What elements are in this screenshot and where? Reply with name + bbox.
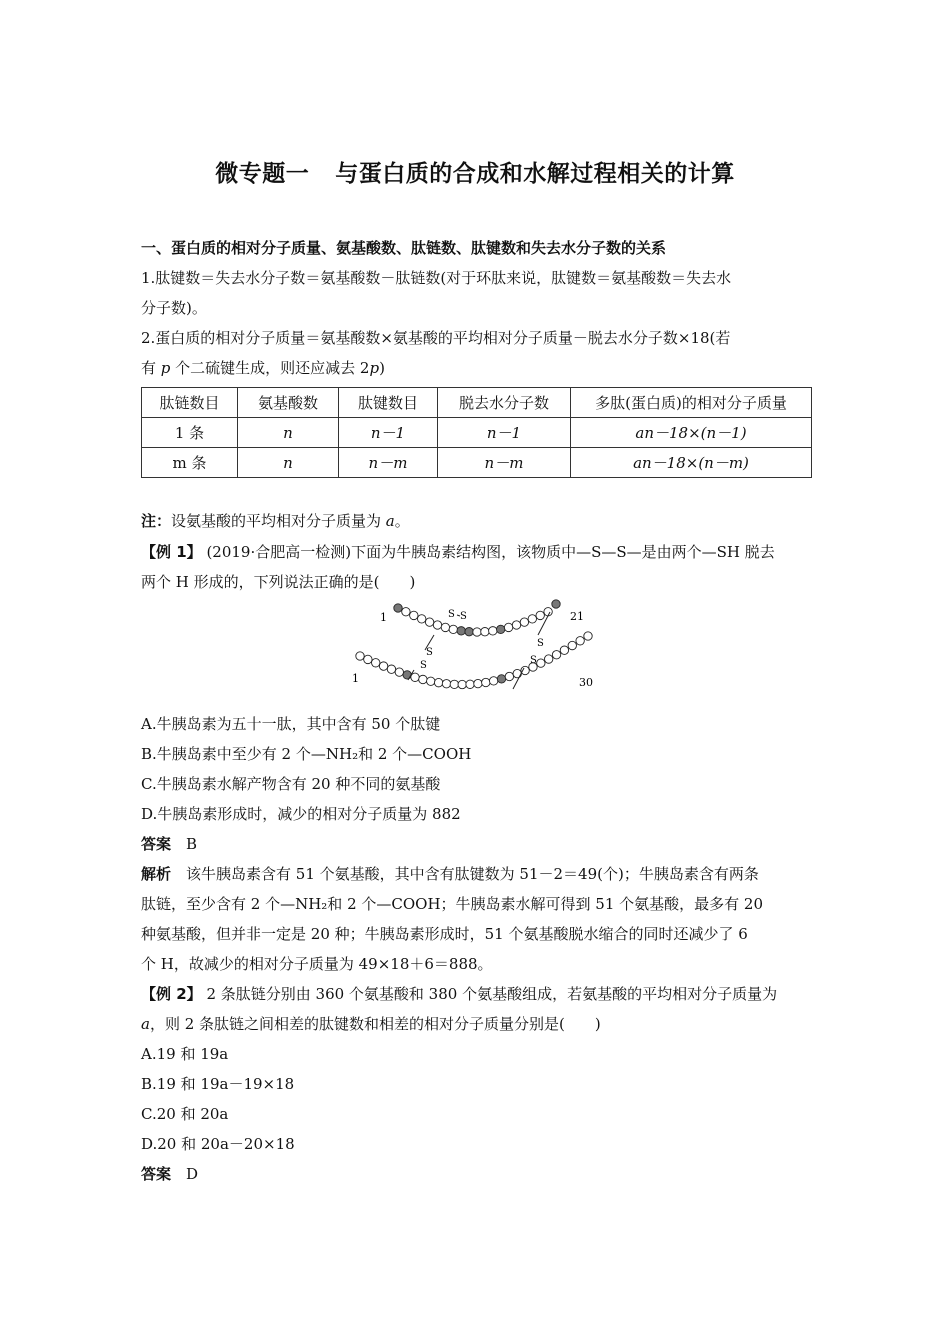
amino-acid-bead: [481, 628, 489, 636]
relation-table: [141, 387, 812, 478]
amino-acid-bead: [512, 621, 520, 629]
table-header: 多肽(蛋白质)的相对分子质量: [571, 388, 812, 418]
amino-acid-bead: [466, 680, 474, 688]
chain-b-start-label: 1: [352, 672, 359, 685]
amino-acid-bead: [402, 608, 410, 616]
paragraph-1-line-2: 分子数)。: [141, 299, 207, 317]
table-cell: n: [238, 448, 339, 478]
answer: 答案 D: [141, 1165, 199, 1183]
sulfur-label: S: [426, 647, 433, 658]
option-d: D.20 和 20a－20×18: [141, 1135, 295, 1153]
amino-acid-bead: [410, 611, 418, 619]
amino-acid-bead: [425, 618, 433, 626]
answer: 答案 B: [141, 835, 198, 853]
amino-acid-bead: [356, 652, 364, 660]
analysis-line: 个 H，故减少的相对分子质量为 49×18＋6＝888。: [141, 955, 493, 973]
amino-acid-bead: [536, 611, 544, 619]
amino-acid-bead: [433, 621, 441, 629]
insulin-structure-diagram: [350, 598, 610, 700]
table-cell: n－1: [339, 418, 438, 448]
section-1: [141, 233, 811, 383]
amino-acid-bead: [418, 615, 426, 623]
amino-acid-bead: [552, 651, 560, 659]
title-part-1: 微专题一: [215, 161, 310, 187]
option-c: C.牛胰岛素水解产物含有 20 种不同的氨基酸: [141, 775, 441, 793]
amino-acid-bead: [419, 675, 427, 683]
amino-acid-bead: [458, 680, 466, 688]
table-cell: n－1: [438, 418, 571, 448]
table-cell: an－18×(n－1): [571, 418, 812, 448]
section-heading: 一、蛋白质的相对分子质量、氨基酸数、肽链数、肽键数和失去水分子数的关系: [141, 239, 667, 257]
chain-b-end-label: 30: [579, 676, 593, 689]
option-b: B.牛胰岛素中至少有 2 个—NH₂和 2 个—COOH: [141, 745, 472, 763]
table-header: 肽键数目: [339, 388, 438, 418]
insulin-chain-a: [394, 600, 560, 636]
amino-acid-bead: [465, 628, 473, 636]
amino-acid-bead: [434, 678, 442, 686]
amino-acid-bead: [528, 615, 536, 623]
amino-acid-bead: [504, 623, 512, 631]
table-cell: n－m: [339, 448, 438, 478]
paragraph-2-line-1: 2.蛋白质的相对分子质量＝氨基酸数×氨基酸的平均相对分子质量－脱去水分子数×18(若: [141, 329, 731, 347]
amino-acid-bead: [427, 677, 435, 685]
amino-acid-bead: [442, 680, 450, 688]
amino-acid-bead: [513, 669, 521, 677]
table-header: 肽链数目: [142, 388, 238, 418]
amino-acid-bead: [576, 637, 584, 645]
amino-acid-bead: [473, 628, 481, 636]
sulfur-label: S: [460, 611, 467, 622]
sulfur-label: S: [420, 660, 427, 671]
paragraph-1-line-1: 1.肽键数＝失去水分子数＝氨基酸数－肽链数(对于环肽来说，肽键数＝氨基酸数＝失去水: [141, 269, 732, 287]
amino-acid-bead: [584, 632, 592, 640]
amino-acid-bead: [387, 665, 395, 673]
amino-acid-bead: [560, 646, 568, 654]
analysis-line: 解析 该牛胰岛素含有 51 个氨基酸，其中含有肽键数为 51－2＝49(个)；牛胰岛素含有两条: [141, 865, 759, 883]
chain-a-start-label: 1: [380, 611, 387, 624]
table-cell: n: [238, 418, 339, 448]
amino-acid-bead: [394, 604, 402, 612]
amino-acid-bead: [441, 623, 449, 631]
chain-a-end-label: 21: [570, 610, 584, 623]
sulfur-label: S: [537, 638, 544, 649]
analysis-line: 种氨基酸，但并非一定是 20 种；牛胰岛素形成时，51 个氨基酸脱水缩合的同时还减少了 6: [141, 925, 748, 943]
example-2-line-2: a，则 2 条肽链之间相差的肽键数和相差的相对分子质量分别是( ): [141, 1015, 601, 1033]
note: 注：设氨基酸的平均相对分子质量为 a。: [141, 512, 410, 530]
option-d: D.牛胰岛素形成时，减少的相对分子质量为 882: [141, 805, 461, 823]
table-cell: an－18×(n－m): [571, 448, 812, 478]
amino-acid-bead: [411, 673, 419, 681]
table-header-row: [142, 388, 812, 418]
sulfur-label: S: [530, 655, 537, 666]
example-tag: 【例 1】: [141, 543, 202, 561]
amino-acid-bead: [497, 675, 505, 683]
amino-acid-bead: [372, 659, 380, 667]
table-cell: m 条: [142, 448, 238, 478]
amino-acid-bead: [552, 600, 560, 608]
amino-acid-bead: [379, 662, 387, 670]
example-1-options: [141, 709, 811, 1189]
amino-acid-bead: [505, 672, 513, 680]
amino-acid-bead: [457, 627, 465, 635]
table-header: 脱去水分子数: [438, 388, 571, 418]
amino-acid-bead: [449, 625, 457, 633]
amino-acid-bead: [497, 625, 505, 633]
example-1-stem: 【例 1】 (2019·合肥高一检测)下面为牛胰岛素结构图，该物质中—S—S—是由两个—SH 脱去 两个 H 形成的，下列说法正确的是( ): [141, 543, 775, 591]
table-row: [142, 448, 812, 478]
amino-acid-bead: [482, 678, 490, 686]
amino-acid-bead: [450, 680, 458, 688]
table-row: [142, 418, 812, 448]
paragraph-2-line-2: 有 p 个二硫键生成，则还应减去 2p): [141, 359, 385, 377]
analysis-line: 肽链，至少含有 2 个—NH₂和 2 个—COOH；牛胰岛素水解可得到 51 个氨基酸，最多有 20: [141, 895, 764, 913]
option-a: A.牛胰岛素为五十一肽，其中含有 50 个肽键: [141, 715, 441, 733]
amino-acid-bead: [403, 671, 411, 679]
amino-acid-bead: [489, 677, 497, 685]
amino-acid-bead: [520, 618, 528, 626]
table-header: 氨基酸数: [238, 388, 339, 418]
table-cell: n－m: [438, 448, 571, 478]
amino-acid-bead: [568, 641, 576, 649]
amino-acid-bead: [395, 668, 403, 676]
example-2-line-1: 【例 2】 2 条肽链分别由 360 个氨基酸和 380 个氨基酸组成，若氨基酸的平均相对分子质量为: [141, 985, 778, 1003]
table-cell: 1 条: [142, 418, 238, 448]
title-part-2: 与蛋白质的合成和水解过程相关的计算: [335, 161, 735, 187]
option-a: A.19 和 19a: [141, 1045, 229, 1063]
sulfur-label: S: [448, 609, 455, 620]
amino-acid-bead: [544, 655, 552, 663]
amino-acid-bead: [489, 627, 497, 635]
insulin-chain-b: [356, 632, 592, 689]
option-b: B.19 和 19a－19×18: [141, 1075, 295, 1093]
option-c: C.20 和 20a: [141, 1105, 229, 1123]
amino-acid-bead: [537, 659, 545, 667]
amino-acid-bead: [364, 655, 372, 663]
page-title: [0, 155, 950, 188]
amino-acid-bead: [474, 679, 482, 687]
